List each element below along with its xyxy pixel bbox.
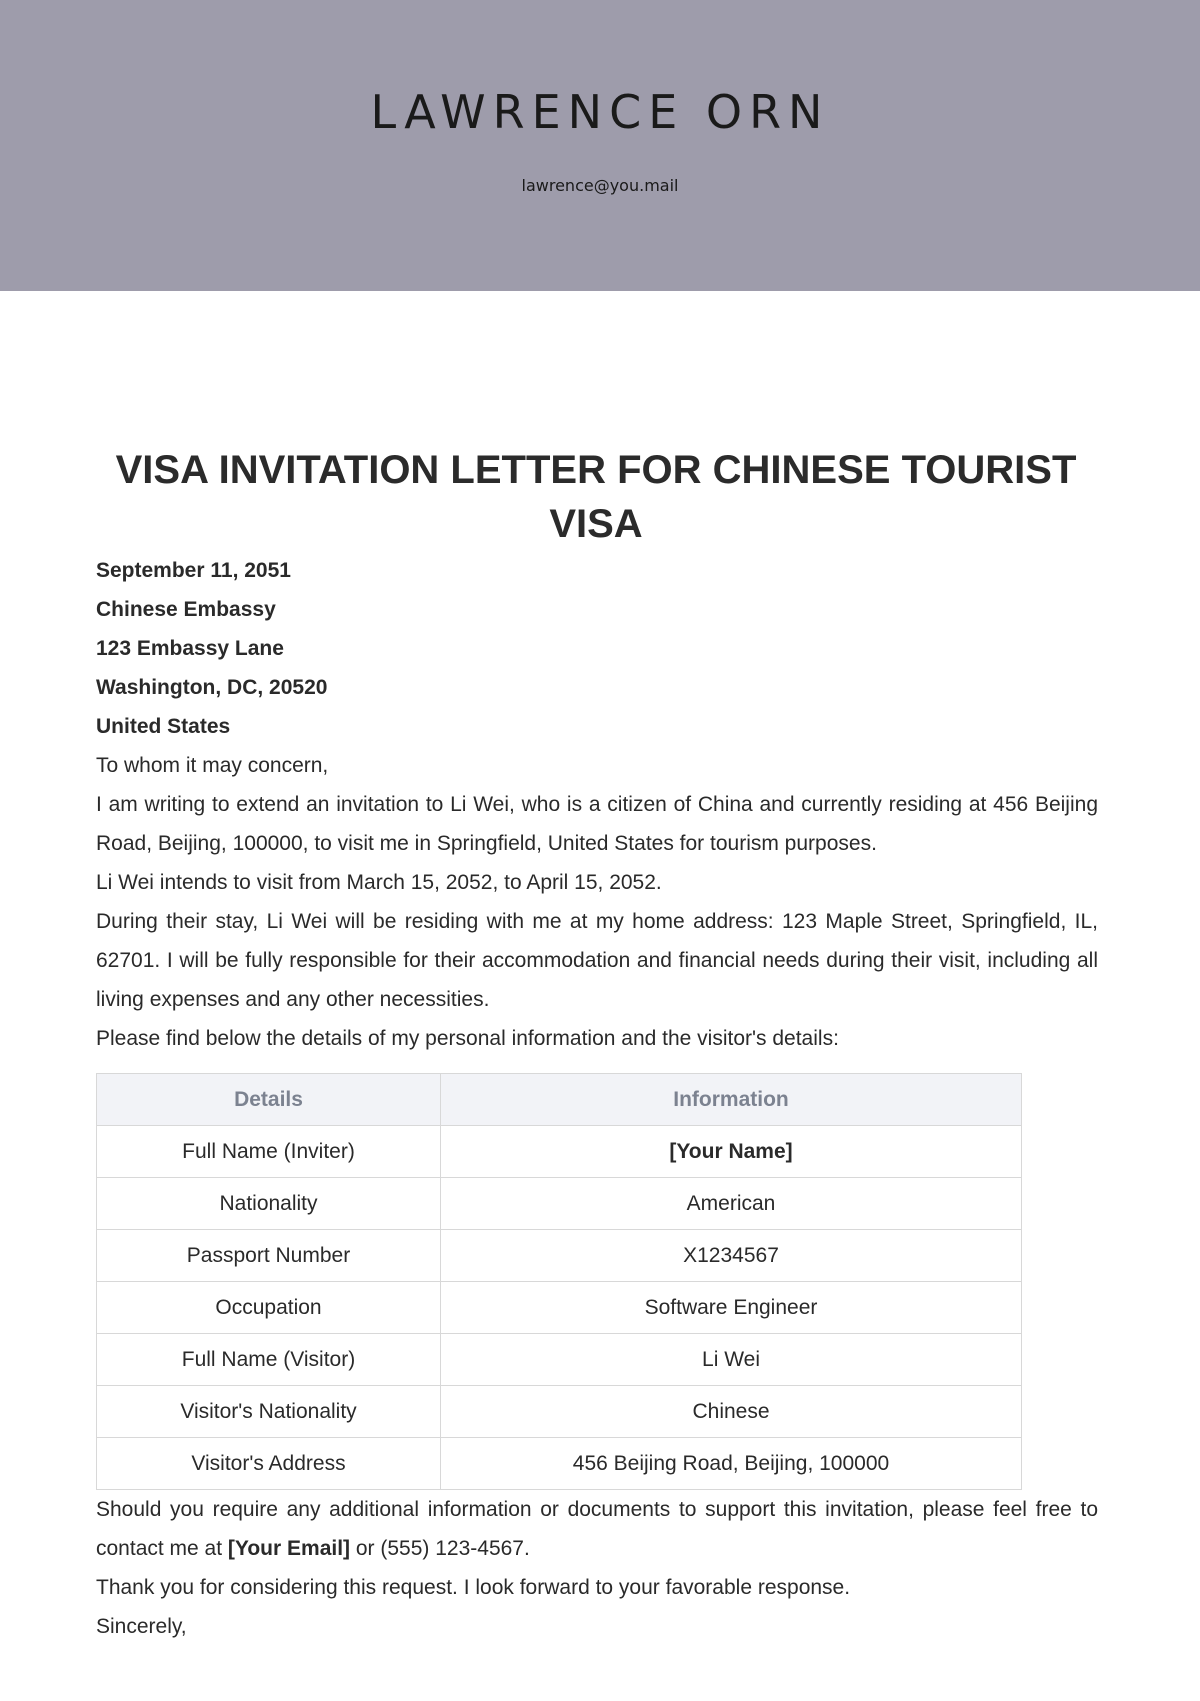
table-row xyxy=(97,1230,1022,1282)
closing: Sincerely, xyxy=(96,1615,187,1638)
table-cell-value: [Your Name] xyxy=(441,1126,1022,1178)
table-cell-value: American xyxy=(441,1178,1022,1230)
table-row xyxy=(97,1126,1022,1178)
table-cell-label: Nationality xyxy=(97,1178,441,1230)
letter-date: September 11, 2051 xyxy=(96,559,291,582)
table-cell-value: Software Engineer xyxy=(441,1282,1022,1334)
table-cell-label: Full Name (Visitor) xyxy=(97,1334,441,1386)
table-header-details: Details xyxy=(97,1074,441,1126)
table-header-row xyxy=(97,1074,1022,1126)
paragraph-invitation: I am writing to extend an invitation to Li Wei, who is a citizen of China and currently residing at 456 Beijing Road, Beijing, 100000, to visit me in Springfield, United States for tourism purposes. xyxy=(96,793,1098,855)
table-cell-label: Full Name (Inviter) xyxy=(97,1126,441,1178)
table-cell-value: Chinese xyxy=(441,1386,1022,1438)
letterhead-banner xyxy=(0,0,1200,291)
table-header-information: Information xyxy=(441,1074,1022,1126)
contact-email-placeholder: [Your Email] xyxy=(227,1537,351,1560)
table-cell-value: Li Wei xyxy=(441,1334,1022,1386)
paragraph-thanks: Thank you for considering this request. I look forward to your favorable response. xyxy=(96,1576,851,1599)
letter-body xyxy=(96,551,1098,1646)
table-cell-value: 456 Beijing Road, Beijing, 100000 xyxy=(441,1438,1022,1490)
table-cell-label: Visitor's Address xyxy=(97,1438,441,1490)
table-row xyxy=(97,1438,1022,1490)
table-row xyxy=(97,1282,1022,1334)
details-table xyxy=(96,1073,1022,1490)
table-cell-label: Occupation xyxy=(97,1282,441,1334)
recipient-line-3: Washington, DC, 20520 xyxy=(96,676,328,699)
recipient-line-2: 123 Embassy Lane xyxy=(96,637,284,660)
paragraph-contact xyxy=(96,1490,1098,1568)
table-cell-label: Passport Number xyxy=(97,1230,441,1282)
recipient-line-1: Chinese Embassy xyxy=(96,598,276,621)
contact-text-end: or (555) 123-4567. xyxy=(355,1537,530,1560)
table-row xyxy=(97,1386,1022,1438)
recipient-line-4: United States xyxy=(96,715,231,738)
sender-name: LAWRENCE ORN xyxy=(370,85,830,139)
paragraph-accommodation: During their stay, Li Wei will be residing with me at my home address: 123 Maple Street, Springfield, IL, 62701. I will be fully responsible for their accommodation and financial needs during their visit, including all living expenses and any other necessities. xyxy=(96,910,1098,1011)
contact-text-start: Should you require any additional information or documents to support this invitation, please feel free to contact me at xyxy=(96,1498,1098,1560)
table-cell-value: X1234567 xyxy=(441,1230,1022,1282)
paragraph-visit-dates: Li Wei intends to visit from March 15, 2052, to April 15, 2052. xyxy=(96,871,662,894)
salutation: To whom it may concern, xyxy=(96,754,329,777)
letter-title: VISA INVITATION LETTER FOR CHINESE TOURIST VISA xyxy=(115,448,1077,546)
paragraph-details-intro: Please find below the details of my personal information and the visitor's details: xyxy=(96,1027,839,1050)
table-row xyxy=(97,1334,1022,1386)
sender-email: lawrence@you.mail xyxy=(521,176,679,195)
table-cell-label: Visitor's Nationality xyxy=(97,1386,441,1438)
table-row xyxy=(97,1178,1022,1230)
